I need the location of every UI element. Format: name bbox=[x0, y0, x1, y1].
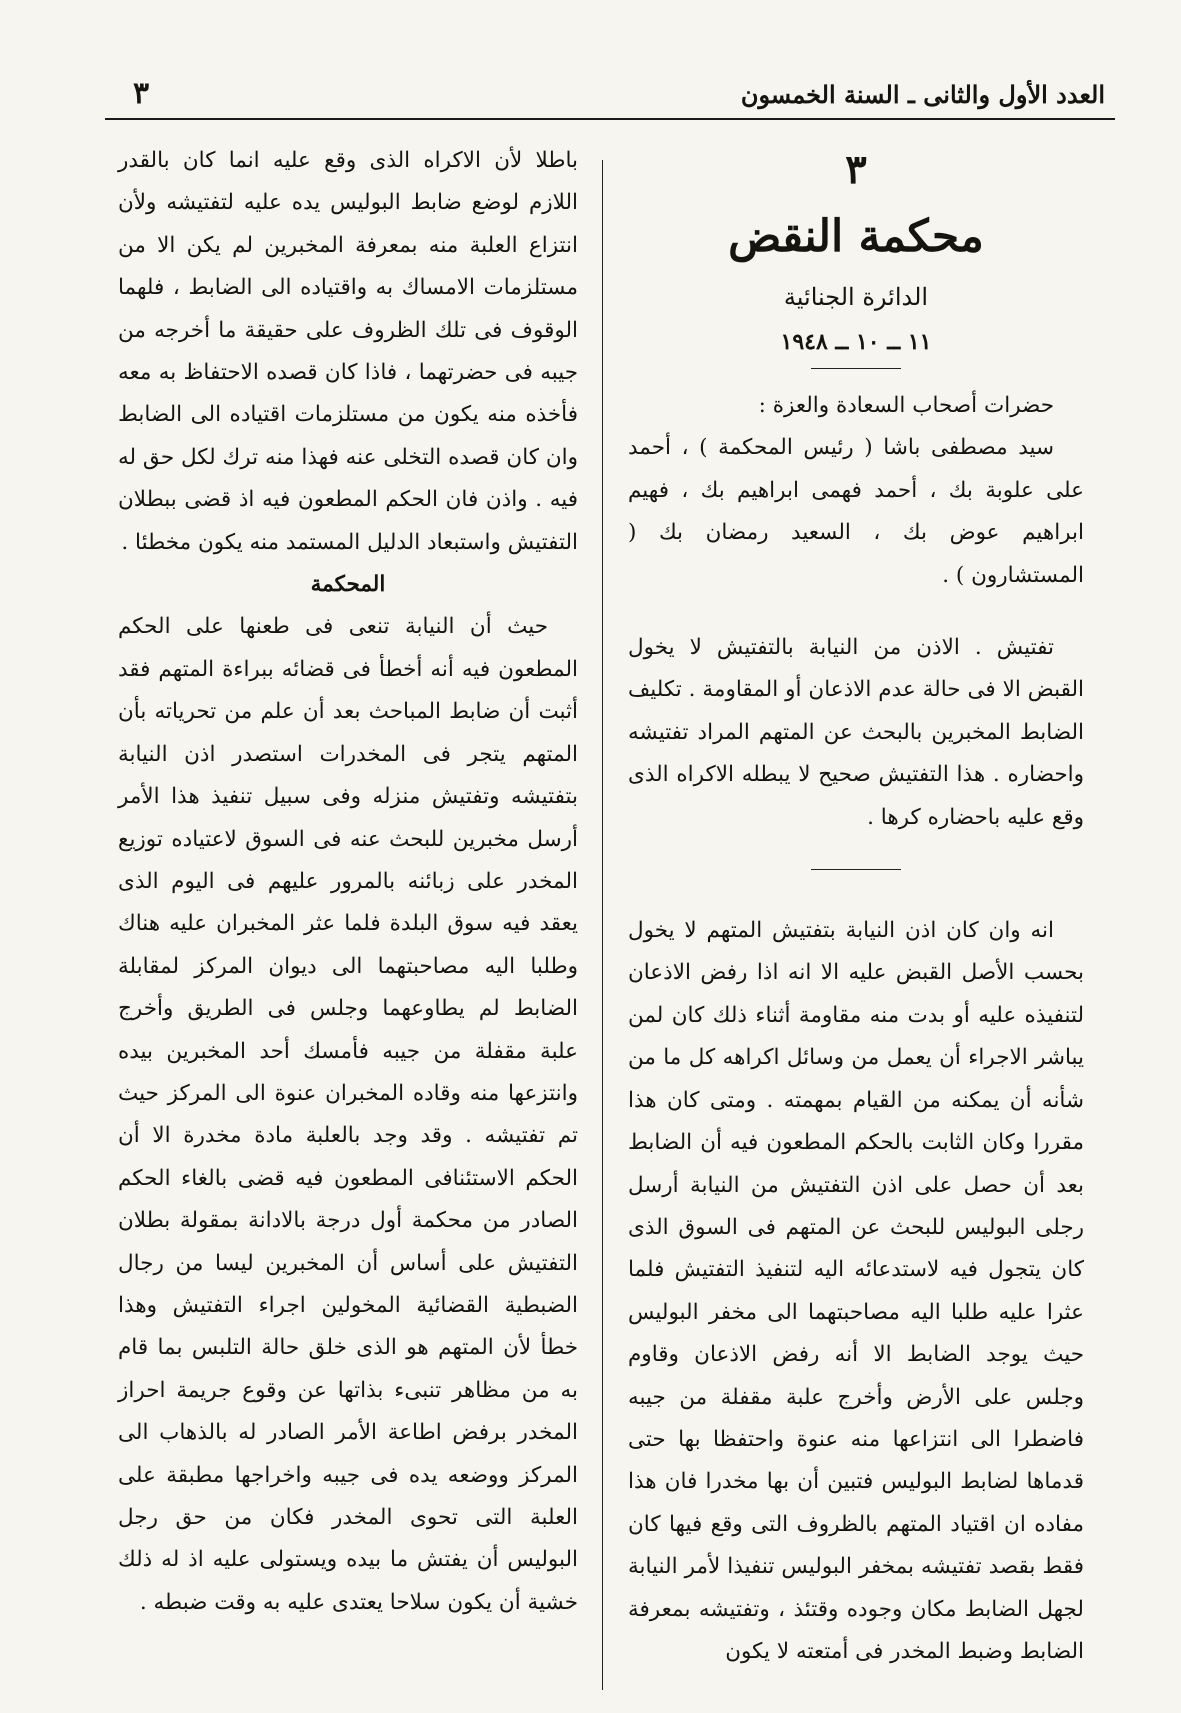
section-title: المحكمة bbox=[310, 572, 386, 598]
case-number: ٣ bbox=[845, 146, 867, 193]
court-name: محكمة النقض bbox=[728, 211, 984, 262]
journal-issue-title: العدد الأول والثانى ـ السنة الخمسون bbox=[740, 80, 1105, 109]
header-rule bbox=[105, 118, 1115, 120]
legal-principle: انه وان كان اذن النيابة بتفتيش المتهم لا يخول بحسب الأصل القبض عليه الا انه اذا رفض الاذعان لتنفيذه عليه أو بدت منه مقاومة أثناء ذلك كان لمن يباشر الاجراء أن يعمل من وسائل اكراهه كل ما من شأنه أن يمكنه من القيام بمهمته . ومتى كان هذا مقررا وكان الثابت بالحكم المطعون فيه أن الضابط بعد أن حصل على اذن التفتيش من النيابة أرسل رجلى البوليس للبحث عن المتهم فى السوق الذى كان يتجول فيه لاستدعائه اليه لتنفيذ التفتيش فلما عثرا عليه طلبا اليه مصاحبتهما الى مخفر البوليس حيث يوجد الضابط الا أنه رفض الاذعان وقاوم وجلس على الأرض وأخرج علبة مقفلة من جيبه فاضطرا الى انتزاعها منه عنوة واحتفظا بها حتى قدماها لضابط البوليس فتبين أن بها مخدرا فان هذا مفاده ان اقتياد المتهم بالظروف التى وقع فيها كان فقط بقصد تفتيشه بمخفر البوليس تنفيذا لأمر النيابة لجهل الضابط مكان وجوده وقتئذ ، وتفتيشه بمعرفة الضابط وضبط المخدر فى أمتعته لا يكون bbox=[628, 918, 1084, 1664]
circuit-name: الدائرة الجنائية bbox=[783, 283, 929, 311]
session-date: ١١ ــ ١٠ ــ ١٩٤٨ bbox=[780, 329, 932, 355]
legal-principle-continued: باطلا لأن الاكراه الذى وقع عليه انما كان بالقدر اللازم لوضع ضابط البوليس يده عليه لتفتيشه ولأن انتزاع العلبة منه بمعرفة المخبرين لم يكن الا من مستلزمات الامساك به واقتياده الى الضابط ، فلهما الوقوف فى تلك الظروف على حقيقة ما أخرجه من جيبه فى حضرتهما ، فاذا كان قصده الاحتفاظ به معه فأخذه منه يكون من مستلزمات اقتياده الى الضابط وان كان قصده التخلى عنه فهذا منه ترك لكل حق له فيه . واذن فان الحكم المطعون فيه اذ قضى ببطلان التفتيش واستبعاد الدليل المستمد منه يكون مخطئا . bbox=[118, 148, 578, 555]
left-column bbox=[118, 140, 578, 1624]
column-divider bbox=[602, 160, 603, 1690]
judgment-text: حيث أن النيابة تنعى فى طعنها على الحكم المطعون فيه أنه أخطأ فى قضائه ببراءة المتهم فقد أثبت أن ضابط المباحث بعد أن علم من تحرياته بأن المتهم يتجر فى المخدرات استصدر اذن النيابة بتفتيشه وتفتيش منزله وفى سبيل تنفيذ هذا الأمر أرسل مخبرين للبحث عنه فى السوق لاعتياده توزيع المخدر على زبائنه بالمرور عليهم فى اليوم الذى يعقد فيه سوق البلدة فلما عثر المخبران عليه هناك وطلبا اليه مصاحبتهما الى ديوان المركز لمقابلة الضابط لم يطاوعهما وجلس فى الطريق وأخرج علبة مقفلة من جيبه فأمسك أحد المخبرين بيده وانتزعها منه وقاده المخبران عنوة الى المركز حيث تم تفتيشه . وقد وجد بالعلبة مادة مخدرة الا أن الحكم الاستئنافى المطعون فيه قضى بالغاء الحكم الصادر من محكمة أول درجة بالادانة بمقولة بطلان التفتيش على أساس أن المخبرين ليسا من رجال الضبطية القضائية المخولين اجراء التفتيش وهذا خطأ لأن المتهم هو الذى خلق حالة التلبس بما قام به من مظاهر تنبىء بذاتها عن وقوع جريمة احراز المخدر برفض اطاعة الأمر الصادر له بالذهاب الى المركز ووضعه يده فى جيبه واخراجها مطبقة على العلبة التى تحوى المخدر فكان من حق رجل البوليس أن يفتش ما بيده ويستولى عليه اذ له ذلك خشية أن يكون سلاحا يعتدى عليه به وقت ضبطه . bbox=[118, 614, 578, 1615]
page-number: ٣ bbox=[133, 76, 150, 111]
judges-list: سيد مصطفى باشا ( رئيس المحكمة ) ، أحمد على علوبة بك ، أحمد فهمى ابراهيم بك ، فهيم ابراهيم عوض بك ، السعيد رمضان بك ( المستشارون ) . bbox=[628, 435, 1084, 588]
case-summary: تفتيش . الاذن من النيابة بالتفتيش لا يخول القبض الا فى حالة عدم الاذعان أو المقاومة . تكليف الضابط المخبرين بالبحث عن المتهم المراد تفتيشه واحضاره . هذا التفتيش صحيح لا يبطله الاكراه الذى وقع عليه باحضاره كرها . bbox=[628, 635, 1084, 830]
spacer bbox=[628, 597, 1084, 627]
short-divider bbox=[811, 869, 901, 870]
right-column bbox=[628, 140, 1084, 1673]
short-divider bbox=[811, 368, 901, 369]
judges-intro: حضرات أصحاب السعادة والعزة : bbox=[758, 393, 1054, 418]
page-header bbox=[105, 72, 1105, 124]
